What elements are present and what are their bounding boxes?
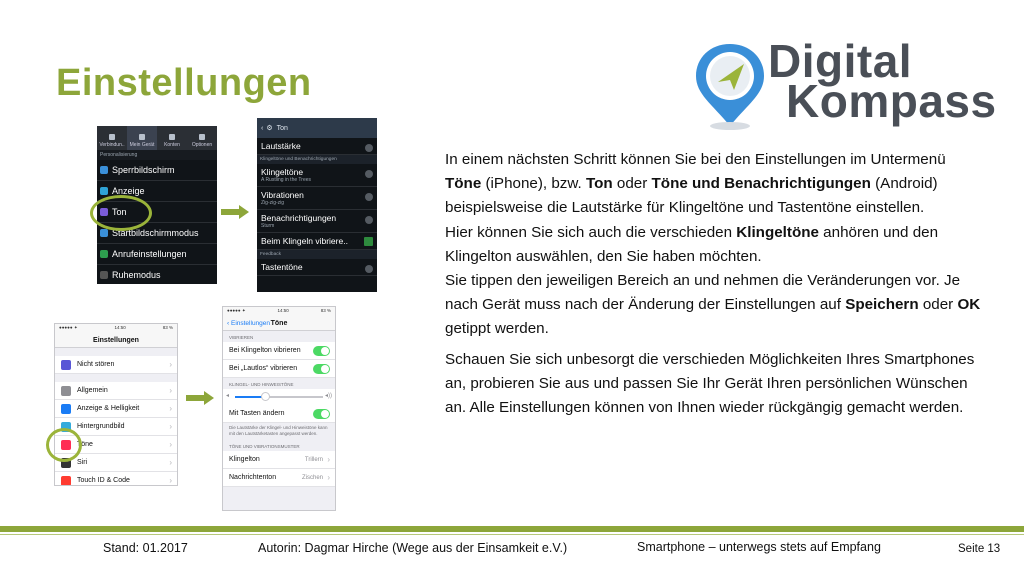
volume-slider[interactable]: [223, 389, 335, 405]
android-sound-item[interactable]: [257, 138, 377, 155]
section-caption: KLINGEL- UND HINWEISTÖNE: [229, 382, 294, 387]
android-section-label: Klingeltöne und Benachrichtigungen: [257, 155, 377, 164]
settings-cell-label: Allgemein: [77, 387, 108, 394]
arrow-right-icon: [221, 205, 249, 219]
text-run: Hier können Sie sich auch die verschieden: [445, 223, 737, 241]
highlight-ring-ton: [90, 195, 152, 231]
android-section-label: Feedback: [257, 250, 377, 259]
back-link-label: Einstellungen: [230, 319, 271, 327]
toggle-switch[interactable]: [313, 364, 330, 374]
settings-item-icon: [100, 187, 108, 195]
settings-cell-icon: [61, 386, 71, 396]
text-run: (iPhone), bzw.: [481, 175, 586, 193]
footer-author: Autorin: Dagmar Hirche (Wege aus der Einsamkeit e.V.): [258, 541, 568, 555]
tab-icon: [109, 134, 115, 140]
slider-knob[interactable]: [261, 392, 270, 401]
android-section-label: Personalisierung: [97, 150, 217, 160]
footer-divider: [0, 534, 1024, 535]
chevron-right-icon: ›: [169, 422, 172, 431]
settings-item-icon: [100, 166, 108, 174]
android-tab-bar: [97, 126, 217, 150]
footer-page-number: Seite 13: [958, 543, 1001, 555]
tasten-toggle-cell[interactable]: [223, 405, 335, 423]
speaker-high-icon: ◂)): [324, 393, 332, 399]
sound-item-title: Beim Klingeln vibriere..: [261, 236, 348, 246]
digital-kompass-logo: [688, 35, 997, 131]
settings-cell-label: Nicht stören: [77, 361, 115, 368]
android-tab-label: Verbindun..: [99, 142, 125, 148]
android-tab[interactable]: [97, 126, 127, 150]
sound-pattern-cell[interactable]: [223, 451, 335, 469]
settings-cell-icon: [61, 360, 71, 370]
chevron-right-icon: ›: [169, 386, 172, 395]
chevron-right-icon: [365, 193, 373, 201]
chevron-right-icon: [365, 144, 373, 152]
text-run: anhören und den Klingelton auswählen, den Sie haben möchten.: [445, 223, 939, 265]
sound-pattern-cell[interactable]: [223, 469, 335, 487]
settings-cell-label: Siri: [77, 459, 88, 466]
cell-label: Klingelton: [229, 456, 260, 463]
chevron-right-icon: ›: [327, 473, 330, 482]
map-pin-icon: [688, 36, 778, 131]
android-sound-header: [257, 118, 377, 138]
footer-stand: Stand: 01.2017: [103, 541, 188, 555]
slide-title: Einstellungen: [56, 62, 312, 104]
sound-item-title: Lautstärke: [261, 141, 301, 151]
chevron-right-icon: ›: [327, 455, 330, 464]
logo-word-digital: Digital: [768, 35, 913, 87]
chevron-right-icon: ›: [169, 458, 172, 467]
sound-item-title: Vibrationen: [261, 190, 304, 200]
iphone-sounds-screenshot: [222, 306, 336, 511]
logo-word-kompass: Kompass: [786, 75, 997, 127]
status-time: 14:50: [277, 308, 289, 313]
settings-item-label: Startbildschirmmodus: [112, 228, 199, 238]
bold-term: OK: [957, 296, 981, 314]
android-tab[interactable]: [157, 126, 187, 150]
sound-item-subtitle: Sturm: [261, 223, 275, 229]
instruction-text: [445, 148, 985, 420]
status-time: 14:50: [114, 325, 126, 330]
android-tab[interactable]: [187, 126, 217, 150]
settings-item-label: Ruhemodus: [112, 270, 161, 280]
cell-label: Bei Klingelton vibrieren: [229, 347, 301, 354]
chevron-right-icon: [365, 170, 373, 178]
chevron-right-icon: ›: [169, 476, 172, 485]
iphone-nav-bar: [223, 316, 335, 331]
tab-icon: [139, 134, 145, 140]
iphone-nav-title: Einstellungen: [55, 333, 177, 348]
android-tab-label: Optionen: [191, 142, 213, 148]
settings-item-label: Anrufeinstellungen: [112, 249, 187, 259]
cell-label: Mit Tasten ändern: [229, 410, 285, 417]
chevron-right-icon: ›: [169, 360, 172, 369]
android-sound-item[interactable]: [257, 233, 377, 250]
iphone-settings-screenshot: [54, 323, 178, 486]
iphone-status-bar: [223, 307, 335, 316]
speaker-low-icon: ◂: [226, 393, 230, 399]
cell-label: Bei „Lautlos“ vibrieren: [229, 365, 298, 372]
bold-term: Speichern: [845, 296, 919, 314]
instruction-paragraph-1: [445, 148, 985, 342]
volume-note: Die Lautstärke der Klingel- und Hinweistöne kann mit den Lautstärketasten angepasst werden.: [229, 425, 328, 436]
text-run: getippt werden.: [445, 320, 549, 338]
settings-item-icon: [100, 229, 108, 237]
iphone-settings-cell[interactable]: [55, 472, 177, 486]
toggle-switch[interactable]: [313, 409, 330, 419]
android-sound-screenshot: [257, 118, 377, 292]
bold-term: Klingeltöne: [736, 223, 819, 241]
iphone-nav-title: Töne: [270, 319, 288, 327]
text-run: Sie tippen den jeweiligen Bereich an und nehmen die Veränderungen vor. Je nach Gerät muss nach der Änderung der Einstellungen auf: [445, 272, 961, 314]
section-caption: TÖNE UND VIBRATIONSMUSTER: [229, 444, 300, 449]
chevron-right-icon: ›: [169, 404, 172, 413]
signal-indicator: ●●●●● ✦: [227, 308, 246, 313]
battery-indicator: 83 %: [162, 325, 173, 330]
section-gap: [55, 348, 177, 356]
settings-cell-label: Anzeige & Helligkeit: [77, 405, 140, 412]
settings-item-icon: [100, 271, 108, 279]
sound-item-subtitle: A Rustling in the Trees: [261, 177, 312, 183]
bold-term: Töne: [445, 175, 482, 193]
sound-item-title: Benachrichtigungen: [261, 213, 337, 223]
vibrate-toggle-cell[interactable]: [223, 342, 335, 360]
sound-item-title: Klingeltöne: [261, 167, 304, 177]
iphone-settings-cell[interactable]: [55, 400, 177, 418]
back-chevron-icon: ‹: [261, 124, 264, 132]
sound-item-subtitle: Zig-zig-zig: [261, 200, 285, 206]
settings-cell-label: Touch ID & Code: [77, 477, 130, 484]
android-tab[interactable]: [127, 126, 157, 150]
section-gap: [55, 374, 177, 382]
android-settings-item[interactable]: [97, 265, 217, 284]
text-run: oder: [612, 175, 652, 193]
checkbox-checked-icon[interactable]: [364, 237, 373, 246]
cell-value: Trillern: [304, 456, 323, 463]
settings-cell-label: Töne: [77, 441, 93, 448]
android-sound-item[interactable]: [257, 210, 377, 233]
chevron-right-icon: [365, 265, 373, 273]
sound-item-title: Tastentöne: [261, 262, 303, 272]
iphone-settings-cell[interactable]: [55, 356, 177, 374]
battery-indicator: 83 %: [320, 308, 331, 313]
highlight-ring-toene: [46, 428, 82, 462]
instruction-paragraph-2: Schauen Sie sich unbesorgt die verschieden Möglichkeiten Ihres Smartphones an, probieren Sie aus und passen Sie Ihr Gerät Ihren persönlichen Wünschen an. Alle Einstellungen können von Ihnen wieder rückgängig gemacht werden.: [445, 350, 975, 417]
text-run: In einem nächsten Schritt können Sie bei den Einstellungen im Untermenü: [445, 151, 946, 168]
arrow-right-icon: [186, 391, 214, 405]
settings-item-label: Sperrbildschirm: [112, 165, 175, 175]
android-sound-item[interactable]: [257, 259, 377, 276]
section-caption: VIBRIEREN: [229, 335, 254, 340]
text-run: (Android) beispielsweise die Lautstärke für Klingeltöne und Tastentöne einstellen.: [445, 175, 938, 217]
android-sound-item[interactable]: [257, 164, 377, 187]
android-tab-label: Mein Gerät: [129, 142, 155, 148]
tab-icon: [199, 134, 205, 140]
android-settings-item[interactable]: [97, 244, 217, 265]
chevron-right-icon: ›: [169, 440, 172, 449]
tab-icon: [169, 134, 175, 140]
gear-icon: ⚙: [266, 125, 273, 132]
cell-value: Zischen: [301, 474, 323, 481]
footer-accent-bar: [0, 526, 1024, 532]
settings-cell-label: Hintergrundbild: [77, 423, 125, 430]
settings-cell-icon: [61, 404, 71, 414]
android-sound-item[interactable]: [257, 187, 377, 210]
settings-item-label: Anzeige: [112, 186, 145, 196]
settings-item-label: Ton: [112, 207, 127, 217]
back-link[interactable]: ‹ Einstellungen: [227, 319, 271, 327]
chevron-right-icon: [365, 216, 373, 224]
footer-topic: Smartphone – unterwegs stets auf Empfang: [637, 540, 881, 554]
cell-label: Nachrichtenton: [229, 474, 277, 481]
bold-term: Ton: [585, 175, 613, 193]
iphone-settings-cell[interactable]: [55, 382, 177, 400]
text-run: oder: [918, 296, 958, 314]
settings-cell-icon: [61, 476, 71, 486]
toggle-switch[interactable]: [313, 346, 330, 356]
android-tab-label: Konten: [164, 142, 180, 148]
bold-term: Töne und Benachrichtigungen: [651, 175, 871, 193]
settings-item-icon: [100, 250, 108, 258]
android-settings-item[interactable]: [97, 160, 217, 181]
android-sound-header-title: Ton: [276, 124, 288, 132]
iphone-status-bar: [55, 324, 177, 333]
signal-indicator: ●●●●● ✦: [59, 325, 78, 330]
vibrate-toggle-cell[interactable]: [223, 360, 335, 378]
